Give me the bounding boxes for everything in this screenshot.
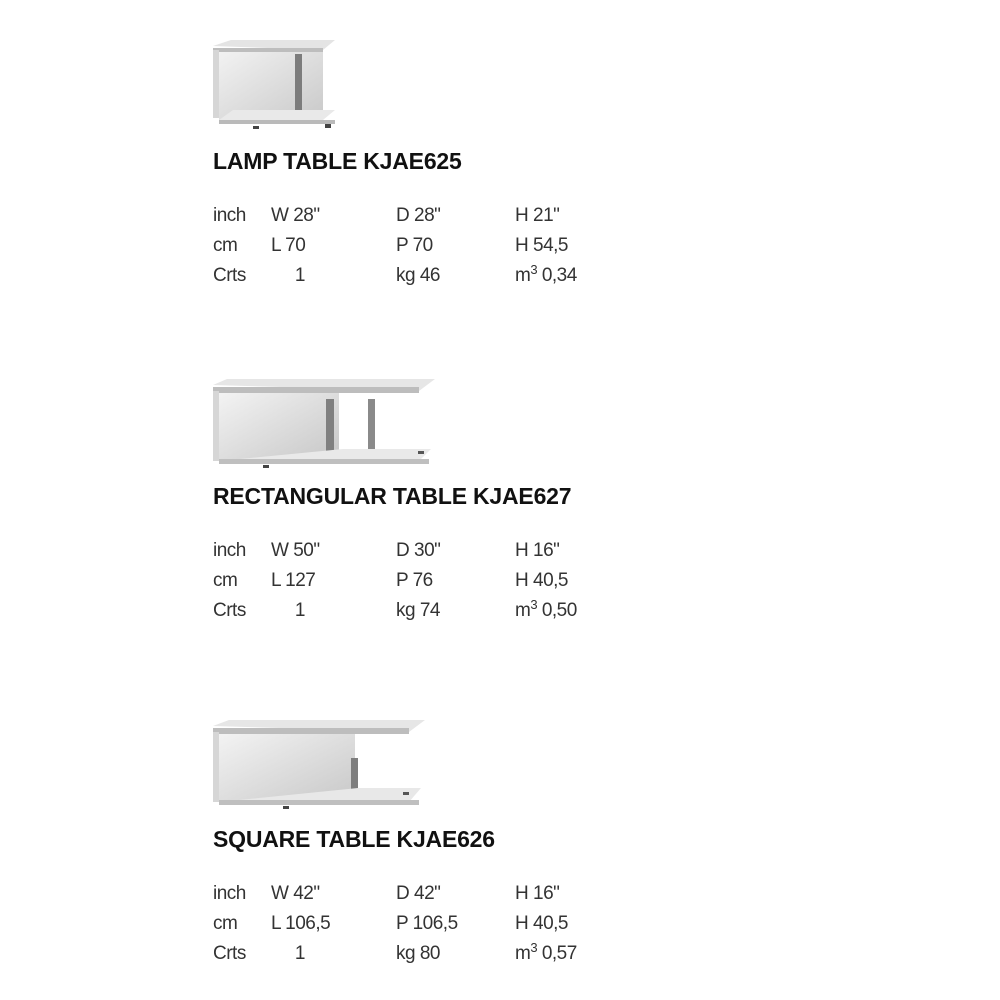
product-title: LAMP TABLE KJAE625 bbox=[213, 148, 462, 174]
unit-label: cm bbox=[213, 235, 238, 256]
length-value: L 106,5 bbox=[271, 913, 331, 934]
length-value: L 127 bbox=[271, 570, 316, 591]
depth-value: P 70 bbox=[396, 235, 433, 256]
weight-value: kg 46 bbox=[396, 265, 440, 286]
volume-unit: m bbox=[515, 600, 531, 621]
cartons-value: 1 bbox=[271, 943, 305, 964]
volume-number: 0,50 bbox=[537, 600, 577, 621]
volume-number: 0,57 bbox=[537, 943, 577, 964]
unit-label: cm bbox=[213, 570, 238, 591]
width-value: W 28" bbox=[271, 205, 320, 226]
depth-value: D 28" bbox=[396, 205, 441, 226]
cartons-value: 1 bbox=[271, 600, 305, 621]
unit-label: inch bbox=[213, 540, 246, 561]
volume-unit-exponent: 3 bbox=[530, 940, 538, 955]
square-table-illustration bbox=[213, 718, 428, 813]
width-value: W 50" bbox=[271, 540, 320, 561]
volume-unit: m bbox=[515, 265, 531, 286]
product-title: SQUARE TABLE KJAE626 bbox=[213, 826, 495, 852]
cartons-value: 1 bbox=[271, 265, 305, 286]
volume-unit-exponent: 3 bbox=[530, 262, 538, 277]
weight-value: kg 80 bbox=[396, 943, 440, 964]
product-title: RECTANGULAR TABLE KJAE627 bbox=[213, 483, 572, 509]
volume-value bbox=[515, 597, 577, 622]
weight-value: kg 74 bbox=[396, 600, 440, 621]
unit-label: inch bbox=[213, 205, 246, 226]
height-value: H 40,5 bbox=[515, 913, 568, 934]
unit-label: Crts bbox=[213, 265, 246, 286]
volume-value bbox=[515, 262, 577, 287]
rectangular-table-illustration bbox=[213, 375, 438, 473]
height-value: H 21" bbox=[515, 205, 560, 226]
unit-label: inch bbox=[213, 883, 246, 904]
depth-value: D 42" bbox=[396, 883, 441, 904]
volume-unit: m bbox=[515, 943, 531, 964]
height-value: H 54,5 bbox=[515, 235, 568, 256]
width-value: W 42" bbox=[271, 883, 320, 904]
volume-value bbox=[515, 940, 577, 965]
height-value: H 16" bbox=[515, 883, 560, 904]
unit-label: cm bbox=[213, 913, 238, 934]
unit-label: Crts bbox=[213, 943, 246, 964]
depth-value: P 106,5 bbox=[396, 913, 458, 934]
depth-value: D 30" bbox=[396, 540, 441, 561]
unit-label: Crts bbox=[213, 600, 246, 621]
height-value: H 40,5 bbox=[515, 570, 568, 591]
volume-number: 0,34 bbox=[537, 265, 577, 286]
lamp-table-illustration bbox=[213, 40, 343, 135]
height-value: H 16" bbox=[515, 540, 560, 561]
length-value: L 70 bbox=[271, 235, 306, 256]
depth-value: P 76 bbox=[396, 570, 433, 591]
volume-unit-exponent: 3 bbox=[530, 597, 538, 612]
